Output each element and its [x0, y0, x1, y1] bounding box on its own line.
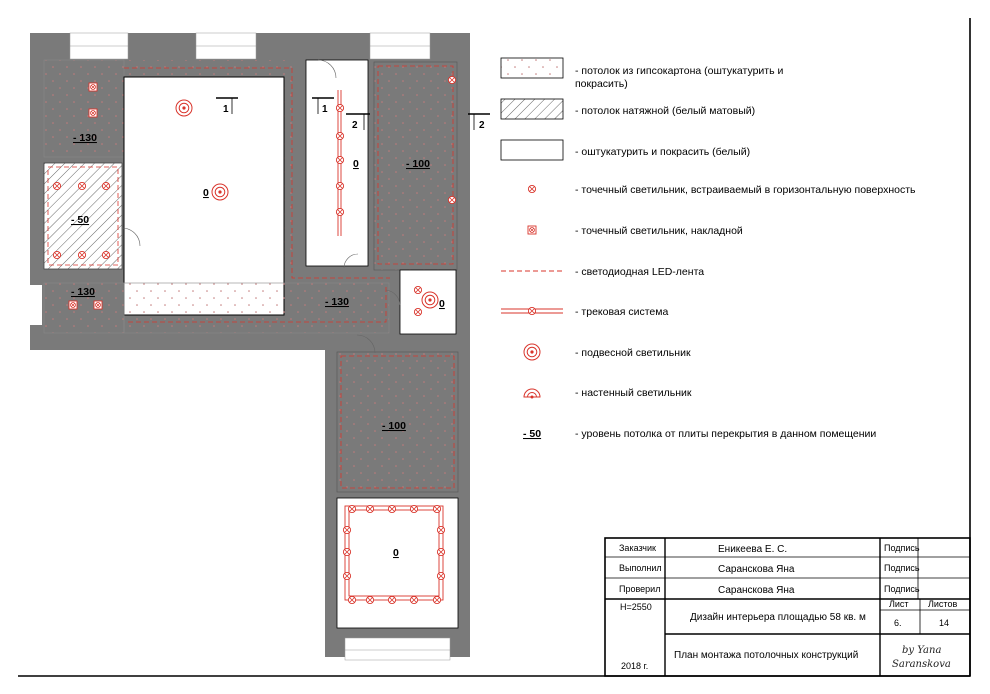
- recessed-spot-icon: [102, 182, 109, 189]
- track-spot-icon: [437, 526, 444, 533]
- surface-spot-icon: [89, 83, 97, 91]
- tb-sheets: 14: [939, 618, 950, 628]
- track-spot-icon: [336, 132, 343, 139]
- recessed-spot-icon: [53, 251, 60, 258]
- track-spot-icon: [366, 505, 373, 512]
- track-spot-icon: [437, 572, 444, 579]
- section-marker-2b: [468, 114, 490, 131]
- track-spot-icon: [366, 596, 373, 603]
- level-bedroom-lower: - 100: [382, 420, 406, 432]
- legend: [501, 58, 916, 440]
- floor-plan: [18, 33, 490, 660]
- level-wc: 0: [439, 298, 445, 310]
- legend-label-led: - светодиодная LED-лента: [575, 266, 705, 278]
- recessed-spot-icon: [102, 251, 109, 258]
- tb-height: H=2550: [620, 602, 652, 612]
- track-spot-icon: [388, 596, 395, 603]
- legend-label-drywall: - потолок из гипсокартона (оштукатурить и: [575, 65, 784, 77]
- legend-label-spot-recessed: - точечный светильник, встраиваемый в горизонтальную поверхность: [575, 184, 916, 196]
- track-spot-icon: [343, 572, 350, 579]
- signature-line-2: Saranskova: [892, 659, 951, 670]
- wall-lamp-icon: [448, 76, 455, 83]
- track-spot-icon: [336, 208, 343, 215]
- legend-swatch-drywall: [501, 58, 563, 78]
- legend-label-drywall-2: покрасить): [575, 78, 628, 90]
- tb-role-checker: Проверил: [619, 584, 661, 594]
- tb-sheet: 6.: [894, 618, 902, 628]
- track-spot-icon: [410, 505, 417, 512]
- tb-drawing-title: План монтажа потолочных конструкций: [674, 650, 859, 661]
- tb-name-performer: Саранскова Яна: [718, 564, 795, 575]
- track-spot-icon: [388, 505, 395, 512]
- section-label: 2: [479, 120, 485, 131]
- recessed-spot-icon: [414, 308, 421, 315]
- tb-sign-checker: Подпись: [884, 584, 920, 594]
- track-spot-icon: [336, 156, 343, 163]
- tb-project: Дизайн интерьера площадью 58 кв. м: [690, 612, 866, 623]
- legend-wall-lamp-icon: [524, 389, 540, 399]
- legend-swatch-stretch: [501, 99, 563, 119]
- tb-year: 2018 г.: [621, 661, 649, 671]
- track-spot-icon: [433, 505, 440, 512]
- tb-sheets-label: Листов: [928, 599, 958, 609]
- recessed-spot-icon: [78, 182, 85, 189]
- level-living: 0: [203, 187, 209, 199]
- tb-name-customer: Еникеева Е. С.: [718, 544, 788, 555]
- track-spot-icon: [348, 505, 355, 512]
- legend-track-icon: [501, 307, 563, 314]
- room-kitchen: [337, 498, 458, 628]
- title-block-text: [619, 543, 957, 671]
- pendant-light-icon: [422, 292, 438, 308]
- tb-sheet-label: Лист: [889, 599, 909, 609]
- legend-pendant-icon: [524, 344, 540, 360]
- track-spot-icon: [336, 182, 343, 189]
- pendant-light-icon: [212, 184, 228, 200]
- level-corridor: 0: [353, 158, 359, 170]
- level-entrance: - 130: [71, 286, 95, 298]
- surface-spot-icon: [89, 109, 97, 117]
- section-label: 1: [223, 104, 229, 115]
- tb-sign-performer: Подпись: [884, 563, 920, 573]
- tb-role-performer: Выполнил: [619, 563, 662, 573]
- wall-lamp-icon: [448, 196, 455, 203]
- level-hall: - 130: [73, 132, 97, 144]
- tb-role-customer: Заказчик: [619, 543, 656, 553]
- legend-label-plaster: - оштукатурить и покрасить (белый): [575, 146, 751, 158]
- signature-line-1: by Yana: [902, 645, 942, 656]
- track-spot-icon: [410, 596, 417, 603]
- legend-label-track: - трековая система: [575, 306, 669, 318]
- legend-label-spot-surface: - точечный светильник, накладной: [575, 225, 743, 237]
- legend-swatch-plaster: [501, 140, 563, 160]
- recessed-spot-icon: [78, 251, 85, 258]
- legend-label-stretch: - потолок натяжной (белый матовый): [575, 105, 756, 117]
- surface-spot-icon: [94, 301, 102, 309]
- level-lower-corridor: - 130: [325, 296, 349, 308]
- legend-spot-recessed-icon: [528, 185, 535, 192]
- section-label: 1: [322, 104, 328, 115]
- track-spot-icon: [433, 596, 440, 603]
- level-bath: - 50: [71, 214, 90, 226]
- track-spot-icon: [348, 596, 355, 603]
- level-bedroom-upper: - 100: [406, 158, 430, 170]
- track-spot-icon: [437, 548, 444, 555]
- legend-label-pendant: - подвесной светильник: [575, 347, 691, 359]
- section-label: 2: [352, 120, 358, 131]
- track-spot-icon: [343, 526, 350, 533]
- legend-level-sample: - 50: [523, 428, 542, 440]
- recessed-spot-icon: [414, 286, 421, 293]
- level-kitchen: 0: [393, 547, 399, 559]
- legend-label-wall: - настенный светильник: [575, 387, 692, 399]
- track-spot-icon: [343, 548, 350, 555]
- track-spot-icon: [336, 104, 343, 111]
- tb-name-checker: Саранскова Яна: [718, 585, 795, 596]
- legend-label-level: - уровень потолка от плиты перекрытия в данном помещении: [575, 428, 877, 440]
- pendant-light-icon: [176, 100, 192, 116]
- tb-sign-customer: Подпись: [884, 543, 920, 553]
- surface-spot-icon: [69, 301, 77, 309]
- recessed-spot-icon: [53, 182, 60, 189]
- legend-spot-surface-icon: [528, 226, 536, 234]
- room-lower-corridor: [124, 283, 389, 333]
